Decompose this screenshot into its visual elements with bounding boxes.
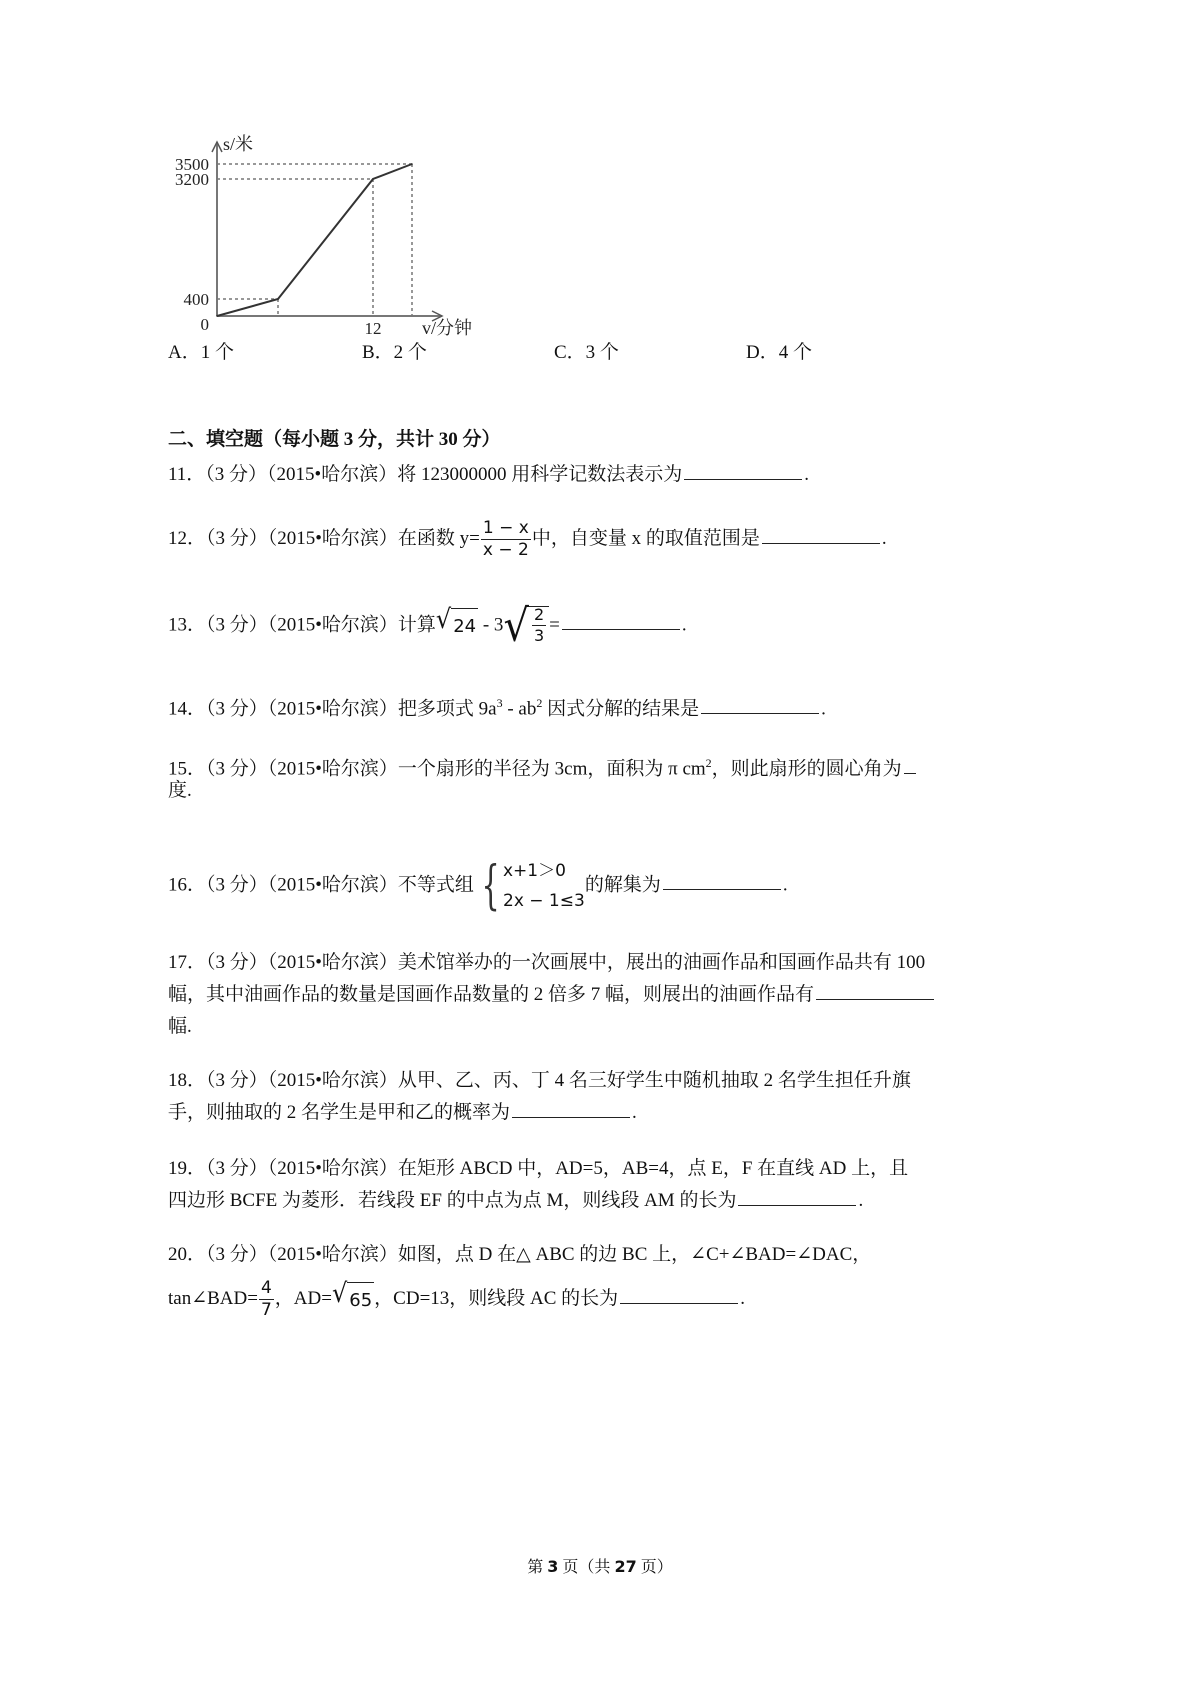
y-tick-label: 3200	[175, 170, 209, 189]
q14-text: 14．（3 分）（2015•哈尔滨）把多项式 9a	[168, 698, 497, 720]
y-axis-label: s/米	[223, 134, 254, 154]
q20-numerator: 4	[260, 1278, 272, 1298]
q11-text: 11．（3 分）（2015•哈尔滨）将 123000000 用科学记数法表示为	[168, 464, 683, 485]
q11-answer-blank[interactable]	[684, 459, 802, 480]
y-tick-label: 0	[200, 315, 209, 334]
q19-answer-blank[interactable]	[738, 1185, 856, 1206]
q16-answer-blank[interactable]	[663, 869, 781, 890]
radical-icon: √	[435, 604, 452, 635]
option-c: C．3 个	[554, 342, 619, 363]
q17-line3: 幅.	[168, 1016, 192, 1037]
question-12	[168, 520, 887, 559]
q13-radicand-1: 24	[451, 608, 478, 644]
left-brace-icon: {	[481, 856, 500, 916]
q13-equals: =	[549, 614, 560, 636]
question-14	[168, 686, 826, 726]
q14-exp-2: 2	[536, 696, 543, 710]
q13-sqrt-24	[435, 604, 478, 644]
q14-suffix: .	[821, 698, 826, 720]
total-pages: 27	[614, 1557, 637, 1576]
q15-text-rest: ，则此扇形的圆心角为	[711, 758, 902, 780]
data-point	[216, 315, 218, 317]
q17-line2	[168, 978, 936, 1012]
q18-answer-blank[interactable]	[512, 1097, 630, 1118]
q16-inequality-system	[474, 856, 585, 916]
q15-text: 15．（3 分）（2015•哈尔滨）一个扇形的半径为 3cm，面积为 π cm	[168, 758, 706, 780]
q12-numerator: 1 − x	[482, 518, 529, 538]
q20-answer-blank[interactable]	[620, 1283, 738, 1304]
q12-text-mid: 中，自变量 x 的取值范围是	[531, 527, 760, 549]
q13-suffix: .	[681, 614, 687, 636]
q13-text-mid: - 3	[478, 614, 504, 636]
option-a: A．1 个	[168, 342, 234, 363]
question-18: 18．（3 分）（2015•哈尔滨）从甲、乙、丙、丁 4 名三好学生中随机抽取 2 名学生担任升旗	[168, 1070, 911, 1091]
q18-suffix: .	[632, 1102, 637, 1123]
q19-text: 四边形 BCFE 为菱形．若线段 EF 的中点为点 M，则线段 AM 的长为	[168, 1190, 737, 1211]
q14-text-rest: 因式分解的结果是	[542, 698, 700, 720]
q13-sqrt-fraction	[503, 600, 549, 652]
q20-tan-text: tan∠BAD=	[168, 1287, 258, 1309]
question-15	[168, 746, 918, 786]
current-page-number: 3	[547, 1557, 559, 1576]
q13-frac-den: 3	[533, 626, 545, 645]
q20-radicand: 65	[347, 1282, 374, 1318]
section-title: 二、填空题（每小题 3 分，共计 30 分）	[168, 429, 501, 450]
q20-denominator: 7	[260, 1300, 272, 1320]
y-tick-label: 3500	[175, 155, 209, 174]
q14-answer-blank[interactable]	[701, 693, 819, 714]
footer-mid: 页（共	[558, 1559, 615, 1576]
question-19: 19．（3 分）（2015•哈尔滨）在矩形 ABCD 中，AD=5，AB=4，点 E，F 在直线 AD 上，且	[168, 1158, 909, 1179]
q13-text: 13．（3 分）（2015•哈尔滨）计算	[168, 614, 436, 636]
q20-text-mid: ，AD=	[274, 1287, 332, 1309]
option-d: D．4 个	[746, 342, 812, 363]
answer-options	[168, 336, 968, 370]
q20-sqrt-65	[331, 1277, 374, 1318]
distance-time-chart	[160, 130, 490, 345]
q12-answer-blank[interactable]	[762, 523, 880, 544]
q12-suffix: .	[881, 527, 887, 549]
q16-inequality-1: x+1＞0	[503, 861, 566, 881]
question-17: 17．（3 分）（2015•哈尔滨）美术馆举办的一次画展中，展出的油画作品和国画作品共有 100	[168, 952, 926, 973]
question-20: 20．（3 分）（2015•哈尔滨）如图，点 D 在△ ABC 的边 BC 上，∠C+∠BAD=∠DAC，	[168, 1244, 872, 1265]
radical-icon: √	[331, 1277, 348, 1309]
q11-suffix: .	[804, 464, 809, 485]
q17-text: 幅，其中油画作品的数量是国画作品数量的 2 倍多 7 幅，则展出的油画作品有	[168, 984, 815, 1005]
data-point	[372, 178, 374, 180]
q19-line2	[168, 1184, 863, 1218]
q16-text: 16．（3 分）（2015•哈尔滨）不等式组	[168, 874, 474, 896]
footer-post: 页）	[636, 1559, 673, 1576]
radical-icon: √	[503, 600, 529, 652]
q15-exp: 2	[705, 756, 712, 770]
data-point	[411, 163, 413, 165]
q16-suffix: .	[782, 874, 788, 896]
q16-inequality-2: 2x − 1≤3	[503, 891, 585, 911]
question-13	[168, 600, 687, 652]
footer-pre: 第	[527, 1559, 548, 1576]
q18-line2	[168, 1096, 637, 1130]
q20-suffix: .	[740, 1287, 745, 1309]
q20-fraction	[259, 1280, 274, 1319]
q15-answer-blank[interactable]	[904, 753, 916, 774]
q16-text-mid: 的解集为	[584, 874, 661, 896]
q20-line2	[168, 1277, 745, 1320]
page-footer	[0, 1554, 1200, 1577]
q13-frac-num: 2	[533, 605, 545, 624]
q12-denominator: x − 2	[482, 540, 529, 560]
y-tick-label: 400	[183, 290, 209, 309]
x-axis-label: v/分钟	[422, 318, 473, 338]
q14-text-mid: - ab	[502, 698, 537, 720]
q13-answer-blank[interactable]	[562, 609, 680, 630]
q12-fraction	[481, 520, 531, 559]
data-series-line	[217, 164, 412, 316]
q15-line2: 度.	[168, 780, 192, 801]
q12-text: 12．（3 分）（2015•哈尔滨）在函数 y=	[168, 527, 480, 549]
q14-exp-1: 3	[496, 696, 503, 710]
q13-radicand-2	[529, 606, 549, 646]
q17-answer-blank[interactable]	[816, 979, 934, 1000]
option-b: B．2 个	[362, 342, 427, 363]
q20-text-rest: ，CD=13，则线段 AC 的长为	[374, 1287, 619, 1309]
question-16	[168, 856, 788, 916]
data-point	[277, 298, 279, 300]
q19-suffix: .	[858, 1190, 864, 1211]
x-tick-label: 12	[364, 319, 382, 338]
q18-text: 手，则抽取的 2 名学生是甲和乙的概率为	[168, 1102, 511, 1123]
question-11	[168, 458, 809, 492]
